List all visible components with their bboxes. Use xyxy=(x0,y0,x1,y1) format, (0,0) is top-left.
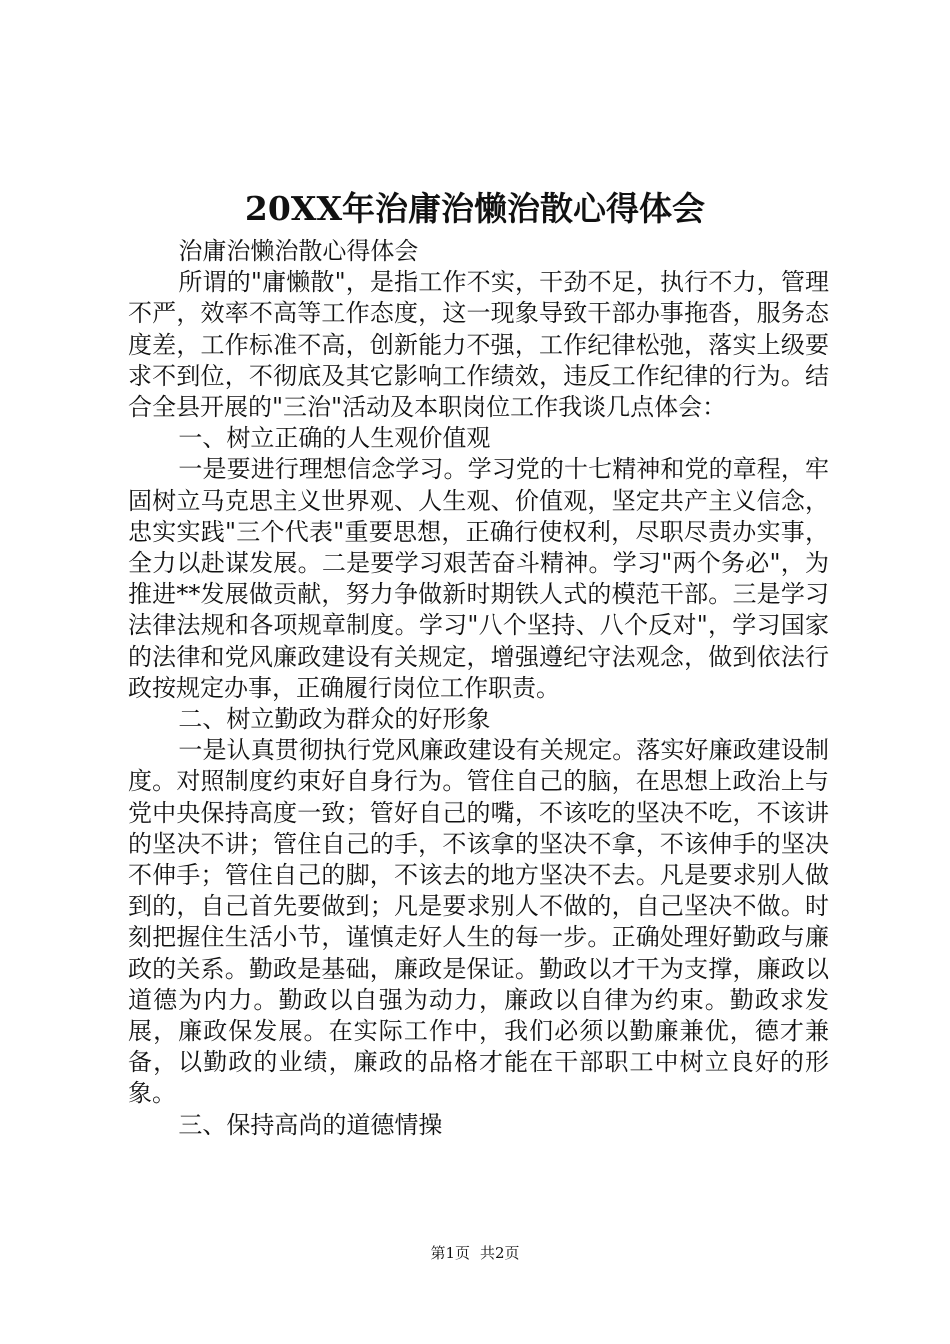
intro-paragraph: 所谓的"庸懒散"，是指工作不实，干劲不足，执行不力，管理不严，效率不高等工作态度，这一现象导致干部办事拖沓，服务态度差，工作标准不高，创新能力不强，工作纪律松弛，落实上级要求不到位，不彻底及其它影响工作绩效，违反工作纪律的行为。结合全县开展的"三治"活动及本职岗位工作我谈几点体会： xyxy=(128,268,829,422)
document-body xyxy=(128,236,829,1141)
subtitle-paragraph: 治庸治懒治散心得体会 xyxy=(178,237,419,265)
section-heading-3: 三、保持高尚的道德情操 xyxy=(178,1110,443,1139)
section-2-paragraph: 一是认真贯彻执行党风廉政建设有关规定。落实好廉政建设制度。对照制度约束好自身行为。管住自己的脑，在思想上政治上与党中央保持高度一致；管好自己的嘴，不该吃的坚决不吃，不该讲的坚决不讲；管住自己的手，不该拿的坚决不拿，不该伸手的坚决不伸手；管住自己的脚，不该去的地方坚决不去。凡是要求别人做到的，自己首先要做到；凡是要求别人不做的，自己坚决不做。时刻把握住生活小节，谨慎走好人生的每一步。正确处理好勤政与廉政的关系。勤政是基础，廉政是保证。勤政以才干为支撑，廉政以道德为内力。勤政以自强为动力，廉政以自律为约束。勤政求发展，廉政保发展。在实际工作中，我们必须以勤廉兼优，德才兼备，以勤政的业绩，廉政的品格才能在干部职工中树立良好的形象。 xyxy=(128,736,829,1108)
section-heading-1: 一、树立正确的人生观价值观 xyxy=(178,424,491,453)
page-number-total: 共2页 xyxy=(480,1244,520,1262)
section-1-paragraph: 一是要进行理想信念学习。学习党的十七精神和党的章程，牢固树立马克思主义世界观、人生观、价值观，坚定共产主义信念，忠实实践"三个代表"重要思想，正确行使权利，尽职尽责办实事，全力以赴谋发展。二是要学习艰苦奋斗精神。学习"两个务必"，为推进**发展做贡献，努力争做新时期铁人式的模范干部。三是学习法律法规和各项规章制度。学习"八个坚持、八个反对"，学习国家的法律和党风廉政建设有关规定，增强遵纪守法观念，做到依法行政按规定办事，正确履行岗位工作职责。 xyxy=(128,455,829,702)
page-footer xyxy=(0,1242,950,1264)
page-number-current: 第1页 xyxy=(430,1244,470,1262)
section-heading-2: 二、树立勤政为群众的好形象 xyxy=(178,705,491,734)
document-title: 20XX年治庸治懒治散心得体会 xyxy=(244,189,706,228)
